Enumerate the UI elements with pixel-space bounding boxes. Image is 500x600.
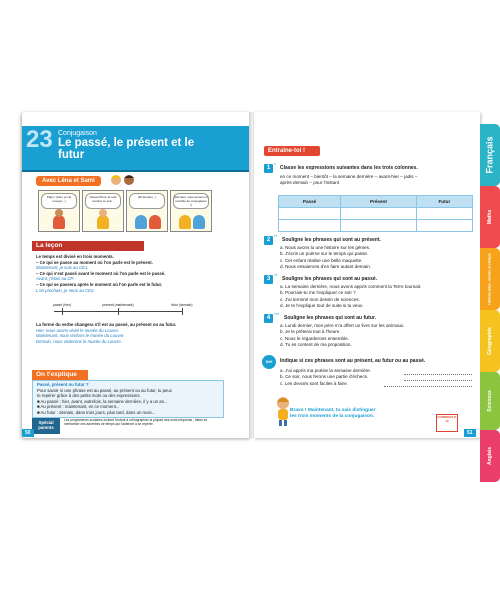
tab-label: Histoire Éduc. morale et civique <box>488 253 493 305</box>
lesson-body <box>36 254 241 293</box>
difficulty-stars: ** <box>274 234 278 239</box>
classification-table <box>278 195 473 232</box>
left-page <box>22 112 251 438</box>
sentence-list <box>280 368 420 387</box>
sentence-item: c. Les devoirs sont faciles à faire. <box>280 380 348 386</box>
explain-heading: On t'explique <box>32 370 88 380</box>
exercise-instruction: Souligne les phrases qui sont au présent. <box>282 237 381 243</box>
explain-question: Passé, présent ou futur ? <box>37 382 89 387</box>
subject-tabs <box>480 124 500 482</box>
word-list-line: après-demain – pour l'instant <box>280 180 340 185</box>
chapter-number: 23 <box>26 126 53 153</box>
exercise-instruction: Indique si ces phrases sont au présent, au futur ou au passé. <box>280 358 426 364</box>
exercise-number: 1 <box>264 164 273 173</box>
comic-panel <box>82 190 124 232</box>
column-header-future: Futur <box>416 196 472 208</box>
sentence-item[interactable]: d. Tu es content de ma proposition. <box>280 341 352 347</box>
timeline-label-present: présent (maintenant) <box>102 303 134 307</box>
exercise-instruction: Souligne les phrases qui sont au futur. <box>284 315 376 321</box>
word-list-line: en ce moment – bientôt – la semaine dernière – avant-hier – jadis – <box>280 174 418 179</box>
comic-strip <box>38 190 214 232</box>
sentence-item[interactable]: a. Nous avons lu une histoire sur les génies. <box>280 245 371 250</box>
sentence-item[interactable]: c. J'ai terminé mon dessin de sciences. <box>280 296 360 302</box>
tab-histoire[interactable] <box>480 248 500 310</box>
challenge-badge: Défi <box>262 355 276 369</box>
sentence-item[interactable]: c. Nous le regarderons ensemble. <box>280 335 349 341</box>
lesson-line: – Ce qui se passe au moment où l'on parle est le présent. <box>36 259 153 265</box>
sentence-list <box>280 323 476 348</box>
answer-cell[interactable] <box>341 220 417 232</box>
character-figure <box>135 215 147 229</box>
lesson-example: L'an prochain, je serai au CE2. <box>36 287 95 293</box>
header-divider <box>22 170 251 172</box>
answer-cell[interactable] <box>279 208 341 220</box>
sentence-item[interactable]: c. Cet enfant réalise une belle maquette. <box>280 257 363 263</box>
exercise-number: 4 <box>264 314 273 323</box>
answer-line[interactable] <box>404 374 472 375</box>
practice-heading: Entraîne-toi ! <box>264 146 320 156</box>
lesson-line: – Ce qui se passera après le moment où l'on parle est le futur. <box>36 281 163 287</box>
character-figure <box>97 215 109 229</box>
comic-panel <box>126 190 168 232</box>
sentence-list <box>280 284 476 309</box>
chapter-category: Conjugaison <box>58 130 97 137</box>
explain-line: ■ Au futur : demain, dans trois jours, plus tard, dans un mois... <box>37 409 156 415</box>
character-figure <box>179 215 191 229</box>
character-face <box>99 209 107 217</box>
character-figure <box>53 215 65 229</box>
tab-maths[interactable] <box>480 186 500 248</box>
speech-bubble: (Et demain...) <box>129 193 165 209</box>
sentence-item[interactable]: b. Pourrais-tu me l'expliquer ce soir ? <box>280 290 356 296</box>
answer-line[interactable] <box>404 380 472 381</box>
tab-anglais[interactable] <box>480 430 500 482</box>
lesson-example: Avant, j'étais au CP. <box>36 276 74 282</box>
sentence-item[interactable]: a. Lundi dernier, mon père m'a offert un livre sur les animaux. <box>280 323 405 328</box>
sentence-item: a. J'ai appris ma poésie la semaine dernière. <box>280 368 372 373</box>
sentence-item: b. Ce soir, nous ferons une partie d'échecs. <box>280 374 369 380</box>
tab-francais[interactable] <box>480 124 500 186</box>
corrections-logo: CORRIGÉS P. 12 <box>436 414 458 432</box>
special-parents-badge: Spécial parents <box>32 418 60 434</box>
lesson-intro: Le temps est divisé en trois moments. <box>36 254 114 259</box>
bravo-line: Bravo ! Maintenant, tu sais distinguer <box>290 408 376 413</box>
timeline-label-future: futur (demain) <box>171 303 193 307</box>
tab-label: Géographie <box>487 327 494 355</box>
rule-example: Maintenant, nous visitons le musée du Louvre. <box>36 333 125 339</box>
open-workbook <box>22 112 500 466</box>
exercise-instruction: Souligne les phrases qui sont au passé. <box>282 276 378 282</box>
tab-label: Anglais <box>487 446 493 466</box>
sentence-list <box>280 245 475 270</box>
explain-box <box>32 380 224 418</box>
answer-cell[interactable] <box>279 220 341 232</box>
rule-example: Hier, nous avons visité le musée du Louvre. <box>36 327 120 333</box>
answer-cell[interactable] <box>341 208 417 220</box>
exercise-number: 2 <box>264 236 273 245</box>
sentence-item[interactable]: d. Je te l'explique tout de suite si tu veux. <box>280 302 364 308</box>
explain-line: Pour savoir si une phrase est au passé, au présent ou au futur, tu peux <box>37 387 172 393</box>
sentence-item[interactable]: d. Nous essaierons d'en faire autant demain. <box>280 263 372 269</box>
tab-geographie[interactable] <box>480 310 500 372</box>
answer-cell[interactable] <box>416 208 472 220</box>
sentence-item[interactable]: b. Je le prêterai tout à l'heure. <box>280 329 341 335</box>
exercise-instruction: Classe les expressions suivantes dans les trois colonnes. <box>280 165 418 171</box>
tab-label: Sciences <box>487 390 493 412</box>
rule-example: Demain, nous visiterons le musée du Louvre. <box>36 338 122 344</box>
exercise-number: 3 <box>264 275 273 284</box>
character-face <box>55 209 63 217</box>
column-header-present: Présent <box>341 196 417 208</box>
explain-body <box>37 382 221 416</box>
timeline-tick <box>62 308 63 315</box>
tab-label: Français <box>485 136 495 174</box>
explain-line: ■ Au passé : hier, avant, autrefois, la semaine dernière, il y a un an... <box>37 398 168 404</box>
special-parents-text: Les programmes scolaires incitent l'enfant à orthographier la plupart des mots fréquents ; faites lui mémoriser ces adverbes de temps qui l'aideront à se repérer. <box>64 418 208 427</box>
character-figure <box>149 215 161 229</box>
answer-cell[interactable] <box>416 220 472 232</box>
page-number-left: 50 <box>22 429 34 437</box>
chapter-title: Le passé, le présent et le futur <box>58 137 195 161</box>
difficulty-stars: *** <box>274 312 280 317</box>
comic-panel <box>170 190 212 232</box>
tab-label: Maths <box>486 209 493 225</box>
comic-panel <box>38 190 80 232</box>
answer-line[interactable] <box>384 386 472 387</box>
timeline-tick <box>182 308 183 315</box>
sentence-item[interactable]: b. J'écris un poème sur le temps qui passe. <box>280 251 369 257</box>
speech-bubble: (Demain, nous aurons un contrôle de conjugaison !) <box>174 195 208 207</box>
speech-bubble: (Aujourd'hui) Je suis content ce soir... <box>85 193 121 209</box>
tab-sciences[interactable] <box>480 372 500 430</box>
chapter-header <box>22 126 251 170</box>
character-figure <box>193 215 205 229</box>
bravo-message <box>290 408 376 420</box>
explain-line: te repérer grâce à des petits mots ou des expressions. <box>37 393 141 399</box>
lesson-heading: La leçon <box>32 241 144 251</box>
rule-block <box>36 322 241 344</box>
explain-line: ■ Au présent : maintenant, en ce moment... <box>37 404 120 410</box>
bravo-line: les trois moments de la conjugaison. <box>290 414 375 419</box>
right-page <box>254 112 480 438</box>
column-header-past: Passé <box>279 196 341 208</box>
mascots-icon <box>108 173 138 186</box>
timeline-label-past: passé (hier) <box>53 303 71 307</box>
difficulty-stars: ** <box>274 273 278 278</box>
lesson-example: Maintenant, je suis au CE1. <box>36 265 89 271</box>
rule-text: La forme du verbe changera s'il est au passé, au présent ou au futur. <box>36 322 177 327</box>
difficulty-stars: * <box>274 162 276 167</box>
sentence-item[interactable]: a. La semaine dernière, nous avons appris comment la Terre tournait. <box>280 284 422 289</box>
comic-label: Avec Léna et Sami <box>36 176 101 186</box>
speech-bubble: Papy ! (Hier, je t'ai envoyé...) <box>41 193 77 209</box>
page-number-right: 51 <box>464 429 476 437</box>
timeline-tick <box>118 308 119 315</box>
lesson-line: – Ce qui s'est passé avant le moment où l'on parle est le passé. <box>36 270 166 276</box>
